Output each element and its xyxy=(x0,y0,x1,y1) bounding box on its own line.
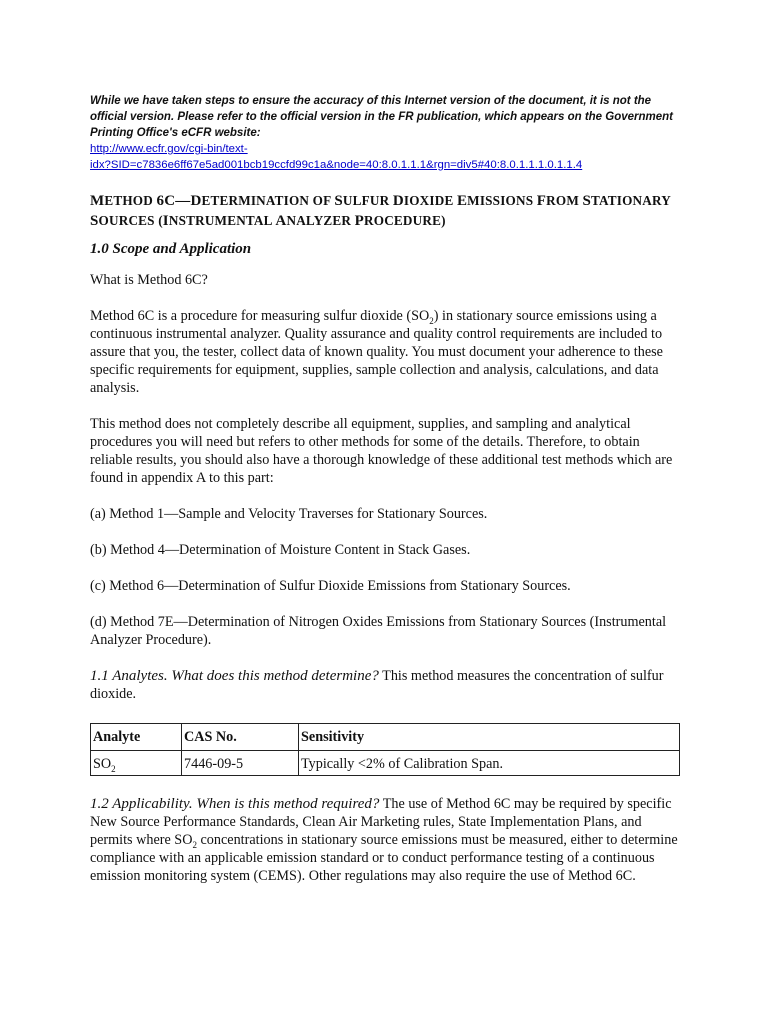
paragraph-description: Method 6C is a procedure for measuring sulfur dioxide $(SO_2)$ in stationary source emissions using a continuous instrumental analyzer. Quality assurance and quality control requirements are included to assure that you, the tester, collect data of known quality. You must document your adherence to these specific requirements for equipment, supplies, sample collection and analysis, calculations, and data analysis. xyxy=(90,308,663,396)
table-header-sensitivity: Sensitivity xyxy=(299,724,680,751)
disclaimer-text: While we have taken steps to ensure the accuracy of this Internet version of the document, it is not the official version. Please refer to the official version in the FR publication, which appears on the Government Printing Office's eCFR website: xyxy=(90,95,674,139)
table-header-cas: CAS No. xyxy=(182,724,299,751)
method-title: METHOD 6C—DETERMINATION OF SULFUR DIOXIDE EMISSIONS FROM STATIONARY SOURCES (INSTRUMENTAL ANALYZER PROCEDURE) xyxy=(90,193,671,229)
question-what-is-method: What is Method 6C? xyxy=(90,272,208,288)
table-cell-sensitivity: Typically <2% of Calibration Span. xyxy=(299,751,680,776)
paragraph-references: This method does not completely describe all equipment, supplies, and sampling and analytical procedures you will need but refers to other methods for some of the details. Therefore, to obtain reliable results, you should also have a thorough knowledge of these additional test methods which are found in appendix A to this part: xyxy=(90,416,673,486)
section-heading-scope: 1.0 Scope and Application xyxy=(90,241,252,257)
section-analytes: 1.1 Analytes. What does this method determine? This method measures the concentration of sulfur dioxide. xyxy=(90,668,664,702)
analytes-table xyxy=(90,723,680,776)
list-item-method-6: (c) Method 6—Determination of Sulfur Dioxide Emissions from Stationary Sources. xyxy=(90,578,571,594)
document-content xyxy=(90,93,682,885)
list-item-method-4: (b) Method 4—Determination of Moisture Content in Stack Gases. xyxy=(90,542,471,558)
table-header-row xyxy=(91,724,680,751)
table-row xyxy=(91,751,680,776)
section-applicability: 1.2 Applicability. When is this method required? The use of Method 6C may be required by specific New Source Performance Standards, Clean Air Marketing rules, State Implementation Plans, and permits where $SO_2$ concentrations in stationary source emissions must be measured, either to determine compliance with an applicable emission standard or to conduct performance testing of a continuous emission monitoring system (CEMS). Other regulations may also require the use of Method 6C. xyxy=(90,796,678,884)
table-header-analyte: Analyte xyxy=(91,724,182,751)
ecfr-link-line1: http://www.ecfr.gov/cgi-bin/text- xyxy=(90,143,248,155)
list-item-method-1: (a) Method 1—Sample and Velocity Traverses for Stationary Sources. xyxy=(90,506,488,522)
ecfr-link[interactable] xyxy=(90,141,682,173)
table-cell-cas: 7446-09-5 xyxy=(182,751,299,776)
ecfr-link-line2: idx?SID=c7836e6ff67e5ad001bcb19ccfd99c1a&node=40:8.0.1.1.1&rgn=div5#40:8.0.1.1.1.0.1.1.4 xyxy=(90,159,583,171)
table-cell-analyte: $SO_2$ xyxy=(91,751,182,776)
list-item-method-7e: (d) Method 7E—Determination of Nitrogen Oxides Emissions from Stationary Sources (Instrumental Analyzer Procedure). xyxy=(90,614,667,648)
